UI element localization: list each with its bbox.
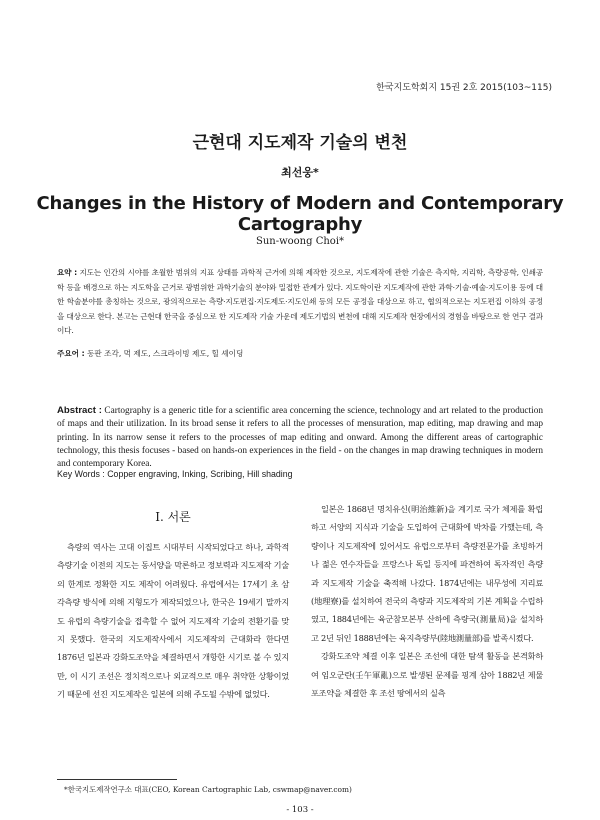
- abstract-korean: [57, 266, 543, 339]
- section-heading-introduction: I. 서론: [155, 510, 191, 524]
- body-column-left: [57, 538, 289, 704]
- journal-reference: 한국지도학회지 15권 2호 2015(103~115): [376, 83, 552, 93]
- abstract-korean-text: 지도는 인간의 시야를 초월한 범위의 지표 상태를 과학적 근거에 의해 제작한 것으로, 지도제작에 관한 기술은 측지학, 지리학, 측량공학, 인쇄공학 등을 배경으로 하는 지도학을 근거로 광범위한 과학기술의 분야와 밀접한 관계가 있다. 지도학이란 지도제작에 관한 과학·기술·예술·지도이용 등에 대한 학술분야를 총칭하는 것으로, 광의적으로는 측량·지도편집·지도제도·지도인쇄 등의 모든 공정을 대상으로 하고, 협의적으로는 지도편집 이하의 공정을 대상으로 한다. 본고는 근현대 한국을 중심으로 한 지도제작 기술 가운데 제도기법의 변천에 대해 지도제작 현장에서의 경험을 바탕으로 한 연구 결과이다.: [57, 268, 543, 336]
- body-paragraph: 측량의 역사는 고대 이집트 시대부터 시작되었다고 하나, 과학적 측량기술 이전의 지도는 동서양을 막론하고 정보력과 지도제작 기술의 한계로 정확한 지도 제작이 어려웠다. 유럽에서는 17세기 초 삼각측량 방식에 의해 지형도가 제작되었으나, 한국은 19세기 말까지도 유럽의 측량기술을 접촉할 수 없어 지도제작 기술의 전환기를 맞지 못했다. 한국의 지도제작사에서 지도제작의 근대화라 한다면 1876년 일본과 강화도조약을 체결하면서 개항한 시기로 볼 수 있지만, 이 시기 조선은 정치적으로나 외교적으로 매우 취약한 상황이었기 때문에 선진 지도제작은 일본에 의해 주도될 수밖에 없었다.: [57, 542, 289, 700]
- paper-title-korean: 근현대 지도제작 기술의 변천: [192, 133, 408, 153]
- footnote-divider: [57, 779, 177, 780]
- keywords-english-text: Copper engraving, Inking, Scribing, Hill shading: [104, 469, 293, 479]
- keywords-korean: [57, 348, 543, 359]
- keywords-english: [57, 469, 543, 479]
- body-paragraph: 일본은 1868년 명치유신(明治維新)을 계기로 국가 체제를 확립하고 서양의 지식과 기술을 도입하여 근대화에 박차를 가했는데, 측량이나 지도제작에 있어서도 유럽으로부터 측량전문가를 초빙하거나 젊은 연수자들을 프랑스나 독일 등지에 파견하여 독자적인 측량과 지도제작 기술을 축적해 나갔다. 1874년에는 내무성에 지리료(地理寮)를 설치하여 전국의 측량과 지도제작의 기본 계획을 수립하였고, 1884년에는 육군참모본부 산하에 측량국(測量局)을 설치하고 2년 뒤인 1888년에는 육지측량부(陸地測量部)를 발족시켰다.: [311, 504, 543, 643]
- abstract-english: [57, 404, 543, 471]
- abstract-english-label: Abstract :: [57, 405, 102, 416]
- author-korean: 최선웅*: [281, 166, 319, 179]
- abstract-korean-label: 요약 :: [57, 268, 77, 277]
- keywords-korean-text: 동판 조각, 먹 제도, 스크라이빙 제도, 힐 셰이딩: [84, 349, 244, 358]
- page-number: - 103 -: [286, 805, 314, 815]
- body-paragraph: 강화도조약 체결 이후 일본은 조선에 대한 탐색 활동을 본격화하여 임오군란(壬午軍亂)으로 발생된 문제를 핑계 삼아 1882년 제물포조약을 체결한 후 조선 땅에서의 실측: [311, 651, 543, 699]
- abstract-english-text: Cartography is a generic title for a scientific area concerning the science, technology and art related to the production of maps and their utilization. In its broad sense it refers to all the processes of mensuration, map editing, map drawing and map printing. In its narrow sense it refers to the processes of map editing and onward. Among the different areas of cartographic technology, this thesis focuses - based on hands-on experiences in the field - on the changes in map drawing techniques in modern and contemporary Korea.: [57, 406, 544, 470]
- paper-title-english: Changes in the History of Modern and Contemporary Cartography: [36, 193, 564, 235]
- author-footnote: *한국지도제작연구소 대표(CEO, Korean Cartographic Lab, cswmap@naver.com): [64, 785, 352, 794]
- keywords-korean-label: 주요어 :: [57, 349, 85, 358]
- body-column-right: [311, 500, 543, 702]
- author-english: Sun-woong Choi*: [255, 236, 345, 247]
- keywords-english-label: Key Words :: [57, 469, 105, 479]
